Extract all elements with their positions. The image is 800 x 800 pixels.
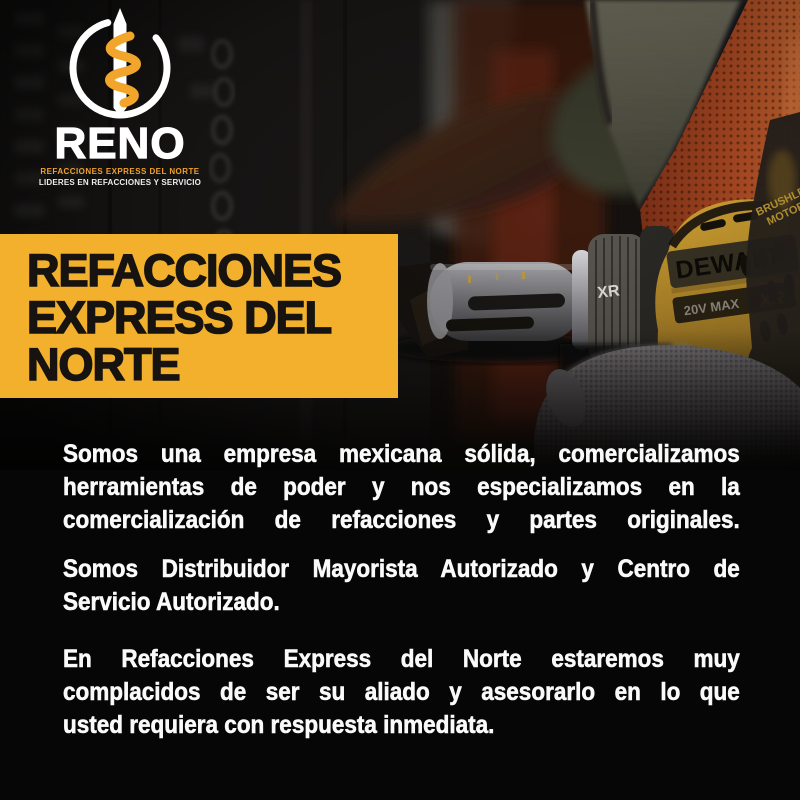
copy-line: Servicio Autorizado. (63, 588, 280, 616)
logo-wordmark: RENO (54, 119, 186, 168)
banner-line-1: REFACCIONES (27, 245, 342, 296)
logo-tagline-secondary: LIDERES EN REFACCIONES Y SERVICIO (38, 178, 202, 187)
logo-tagline-primary: REFACCIONES EXPRESS DEL NORTE (40, 167, 200, 176)
banner-line-3: NORTE (27, 339, 180, 390)
reno-logo-icon (45, 4, 195, 128)
copy-line: Somos Distribuidor Mayorista Autorizado y Centro de (63, 555, 740, 583)
paragraph-company (63, 438, 740, 537)
copy-line: Somos una empresa mexicana sólida, comercializamos (63, 440, 740, 468)
copy-line: herramientas de poder y nos especializamos en la (63, 473, 740, 501)
paragraph-distributor (63, 553, 740, 619)
copy-line: complacidos de ser su aliado y asesorarlo en lo que (63, 678, 740, 706)
title-banner (0, 234, 398, 398)
paragraph-service (63, 643, 740, 742)
reno-logo (34, 4, 206, 187)
copy-line: En Refacciones Express del Norte estaremos muy (63, 645, 740, 673)
body-copy (63, 438, 740, 758)
copy-line: usted requiera con respuesta inmediata. (63, 711, 495, 739)
banner-line-2: EXPRESS DEL (27, 292, 332, 343)
copy-line: comercialización de refacciones y partes originales. (63, 506, 740, 534)
